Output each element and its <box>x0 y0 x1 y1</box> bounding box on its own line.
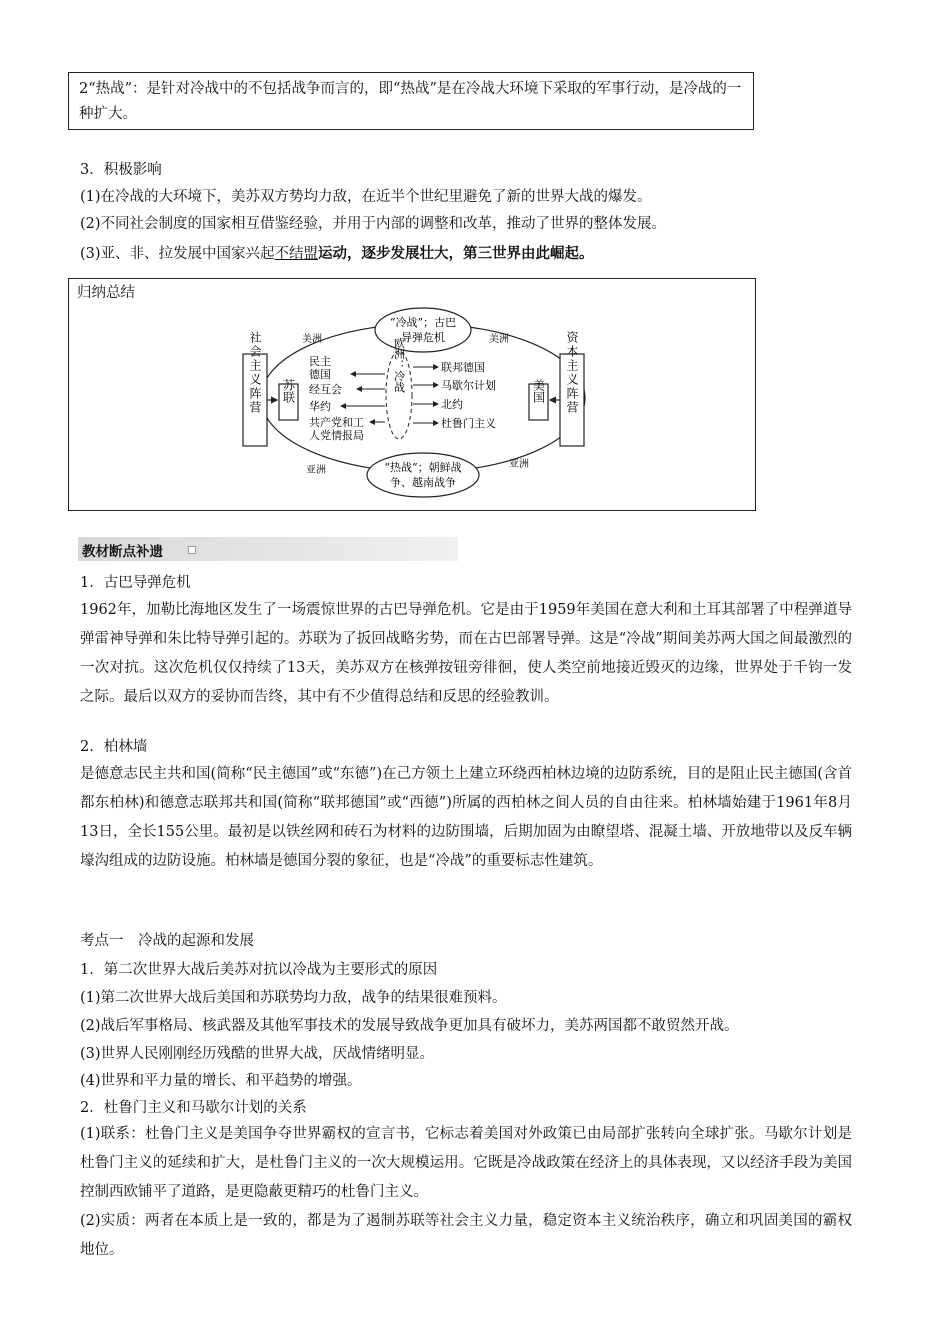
socialist-camp-label: 社会主义阵营 <box>248 331 262 415</box>
hot-war-note-box <box>68 72 754 130</box>
section-title: 教材断点补遗 <box>82 544 163 560</box>
hot-war-note-text: 2“热战”：是针对冷战中的不包括战争而言的，即“热战”是在冷战大环境下采取的军事行动，是冷战的一种扩大。 <box>79 81 742 122</box>
left-item-6: 人党情报局 <box>309 429 364 442</box>
left-item-3: 经互会 <box>309 383 342 396</box>
relation-heading: 2．杜鲁门主义和马歇尔计划的关系 <box>80 1100 307 1116</box>
right-item-3: 北约 <box>441 398 463 411</box>
hot-war-note-marker: 2 <box>79 81 89 97</box>
capitalist-camp-label: 资本主义阵营 <box>565 331 579 415</box>
europe-cold-war-label: 欧洲：冷战 <box>392 337 406 393</box>
left-item-5: 共产党和工 <box>309 416 364 429</box>
left-item-2: 德国 <box>309 368 331 381</box>
america-label-right: 美洲 <box>489 334 509 345</box>
left-item-1: 民主 <box>309 355 331 368</box>
cold-war-ellipse-line1: “冷战”；古巴 <box>389 316 457 329</box>
ussr-label: 苏联 <box>281 379 296 403</box>
kaodian-title: 考点一 冷战的起源和发展 <box>80 933 254 949</box>
cold-war-ellipse-line2: 导弹危机 <box>401 331 445 344</box>
reason-heading: 1．第二次世界大战后美苏对抗以冷战为主要形式的原因 <box>80 962 438 978</box>
asia-label-left: 亚洲 <box>306 465 326 476</box>
reason-3: (3)世界人民刚刚经历残酷的世界大战，厌战情绪明显。 <box>80 1046 435 1062</box>
cuba-heading: 1．古巴导弹危机 <box>80 575 191 591</box>
cuba-text: 1962年，加勒比海地区发生了一场震惊世界的古巴导弹危机。它是由于1959年美国在意大利和土耳其部署了中程弹道导弹雷神导弹和朱比特导弹引起的。苏联为了扳回战略劣势，而在古巴部署导弹。这是“冷战”期间美苏两大国之间最激烈的一次对抗。这次危机仅仅持续了13天，美苏双方在核弹按钮旁徘徊，使人类空前地接近毁灭的边缘，世界处于千钧一发之际。最后以双方的妥协而告终，其中有不少值得总结和反思的经验教训。 <box>80 602 852 705</box>
asia-label-right: 亚洲 <box>509 459 529 470</box>
right-item-1: 联邦德国 <box>441 361 485 374</box>
usa-label: 美国 <box>531 379 546 403</box>
positive-impact-item-1: (1)在冷战的大环境下，美苏双方势均力敌，在近半个世纪里避免了新的世界大战的爆发。 <box>80 189 652 205</box>
cold-war-ellipse <box>375 308 471 352</box>
left-item-4: 华约 <box>309 400 331 413</box>
america-label-left: 美洲 <box>302 334 322 345</box>
reason-2: (2)战后军事格局、核武器及其他军事技术的发展导致战争更加具有破坏力，美苏两国都不敢贸然开战。 <box>80 1018 739 1034</box>
positive-impact-heading: 3．积极影响 <box>80 162 162 178</box>
summary-diagram-box <box>68 278 756 511</box>
summary-title: 归纳总结 <box>77 285 135 301</box>
positive-impact-item-2: (2)不同社会制度的国家相互借鉴经验，并用于内部的调整和改革，推动了世界的整体发展。 <box>80 216 667 232</box>
right-item-4: 杜鲁门主义 <box>441 417 496 430</box>
reason-1: (1)第二次世界大战后美国和苏联势均力敌，战争的结果很难预料。 <box>80 990 507 1006</box>
hot-war-ellipse-line2: 争、越南战争 <box>390 476 456 489</box>
hot-war-ellipse-line1: “热战”；朝鲜战 <box>384 461 462 474</box>
berlin-text: 是德意志民主共和国(简称“民主德国”或“东德”)在己方领土上建立环绕西柏林边境的边防系统，目的是阻止民主德国(含首都东柏林)和德意志联邦共和国(简称“联邦德国”或“西德”)所属的西柏林之间人员的自由往来。柏林墙始建于1961年8月13日，全长155公里。最初是以铁丝网和砖石为材料的边防围墙，后期加固为由瞭望塔、混凝土墙、开放地带以及反车辆壕沟组成的边防设施。柏林墙是德国分裂的象征，也是“冷战”的重要标志性建筑。 <box>80 766 852 869</box>
non-aligned-underlined: 不结盟 <box>274 246 319 262</box>
relation-link: (1)联系：杜鲁门主义是美国争夺世界霸权的宣言书，它标志着美国对外政策已由局部扩张转向全球扩张。马歇尔计划是杜鲁门主义的延续和扩大，是杜鲁门主义的一次大规模运用。它既是冷战政策在经济上的具体表现，又以经济手段为美国控制西欧铺平了道路，是更隐蔽更精巧的杜鲁门主义。 <box>80 1126 852 1200</box>
berlin-heading: 2．柏林墙 <box>80 739 148 755</box>
reason-4: (4)世界和平力量的增长、和平趋势的增强。 <box>80 1073 362 1089</box>
section-header <box>78 537 458 561</box>
square-bullet-icon <box>188 546 196 554</box>
cold-war-diagram <box>69 279 757 512</box>
relation-essence: (2)实质：两者在本质上是一致的，都是为了遏制苏联等社会主义力量，稳定资本主义统治秩序，确立和巩固美国的霸权地位。 <box>80 1213 852 1258</box>
hot-war-ellipse <box>367 453 479 497</box>
right-item-2: 马歇尔计划 <box>441 379 496 392</box>
positive-impact-item-3: (3)亚、非、拉发展中国家兴起不结盟运动，逐步发展壮大，第三世界由此崛起。 <box>80 246 594 262</box>
